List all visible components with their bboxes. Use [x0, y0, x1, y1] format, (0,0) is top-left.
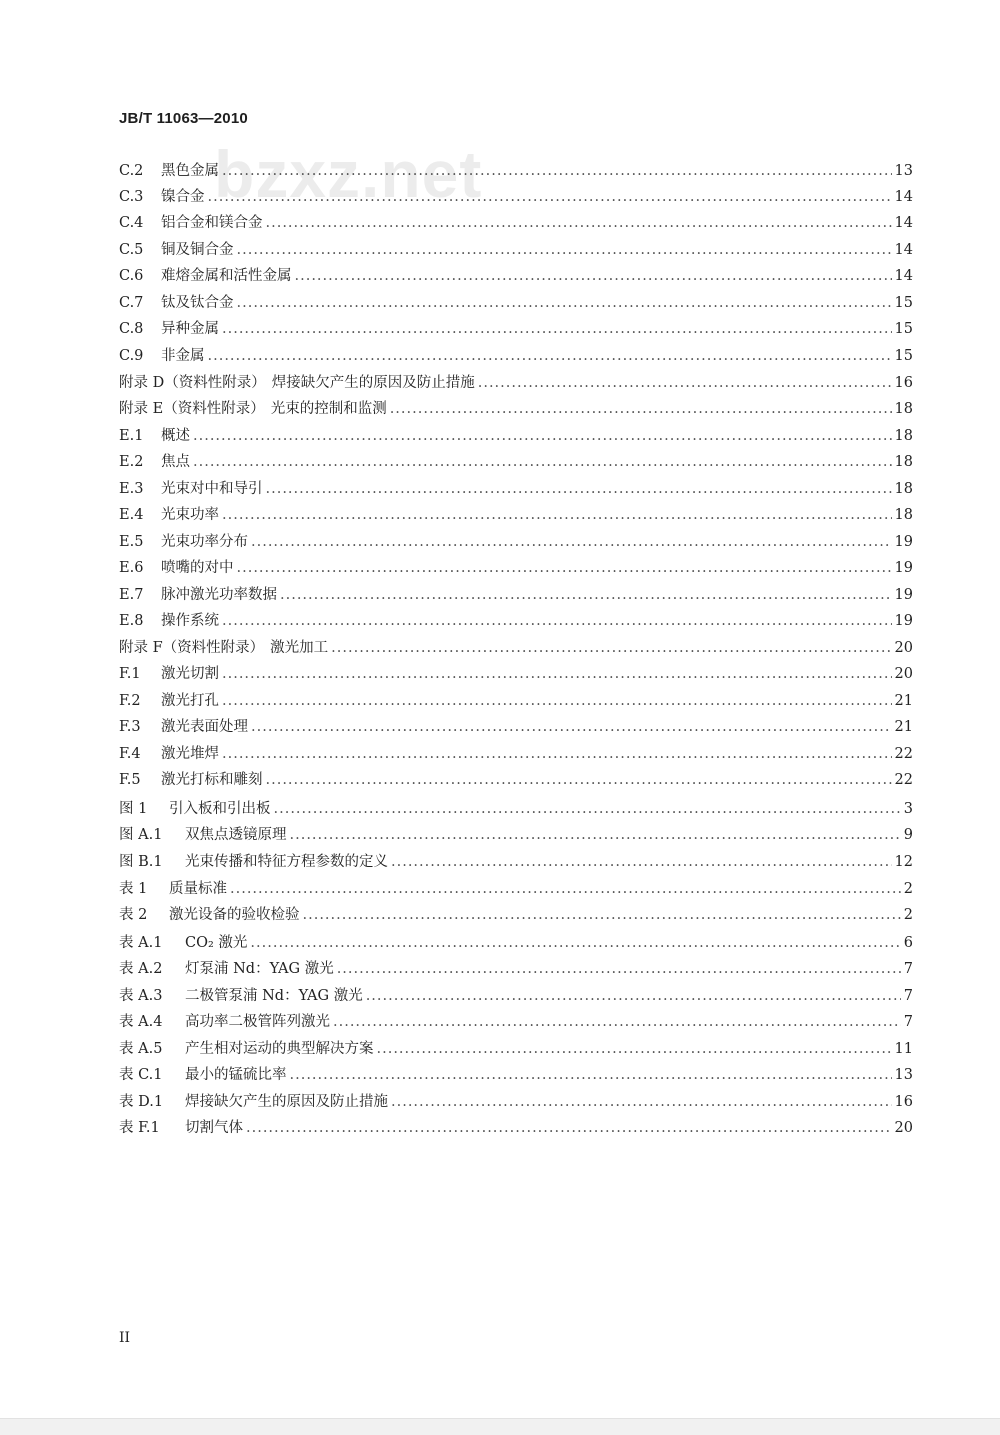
toc-leader-dots: [222, 661, 892, 687]
toc-entry-page: 19: [894, 613, 913, 629]
toc-entry-title: 切割气体: [185, 1120, 243, 1136]
toc-entry-page: 3: [903, 801, 913, 817]
toc-entry-title: 激光设备的验收检验: [169, 907, 300, 923]
toc-entry-title: 喷嘴的对中: [161, 560, 234, 576]
toc-entry[interactable]: [119, 796, 913, 822]
toc-entry[interactable]: [119, 555, 913, 581]
toc-entry-number: 表 A.4: [119, 1014, 163, 1030]
toc-leader-dots: [237, 290, 892, 316]
toc-entry-title: 非金属: [161, 348, 205, 364]
toc-entry[interactable]: [119, 1115, 913, 1141]
toc-entry-page: 18: [894, 428, 913, 444]
toc-entry-number: 表 D.1: [119, 1094, 164, 1110]
toc-leader-dots: [337, 956, 901, 982]
toc-leader-dots: [237, 555, 892, 581]
toc-entry-number: C.2: [119, 163, 144, 179]
toc-entry[interactable]: [119, 956, 913, 982]
toc-leader-dots: [274, 796, 901, 822]
toc-entry-number: E.6: [119, 560, 144, 576]
toc-leader-dots: [222, 502, 892, 528]
toc-entry[interactable]: [119, 714, 913, 740]
toc-entry-number: E.3: [119, 481, 144, 497]
toc-entry-title: 二极管泵浦 Nd：YAG 激光: [185, 988, 363, 1004]
toc-entry-page: 19: [894, 560, 913, 576]
toc-entry-title: CO₂ 激光: [185, 935, 248, 951]
toc-leader-dots: [331, 635, 891, 661]
toc-entry[interactable]: [119, 210, 913, 236]
toc-entry-page: 21: [894, 693, 913, 709]
toc-entry[interactable]: [119, 290, 913, 316]
toc-entry-page: 15: [894, 348, 913, 364]
toc-entry-title: 铝合金和镁合金: [161, 215, 263, 231]
toc-entry-page: 18: [894, 507, 913, 523]
toc-entry-title: 难熔金属和活性金属: [161, 268, 292, 284]
toc-entry-number: 表 2: [119, 907, 148, 923]
toc-entry-number: F.3: [119, 719, 141, 735]
toc-leader-dots: [222, 741, 892, 767]
toc-entry-page: 14: [894, 242, 913, 258]
toc-entry[interactable]: [119, 688, 913, 714]
toc-leader-dots: [222, 688, 892, 714]
toc-entry-number: 表 F.1: [119, 1120, 160, 1136]
toc-entry-title: 高功率二极管阵列激光: [185, 1014, 330, 1030]
toc-entry-page: 19: [894, 534, 913, 550]
toc-leader-dots: [251, 529, 892, 555]
toc-entry-number: C.6: [119, 268, 144, 284]
toc-entry[interactable]: [119, 529, 913, 555]
toc-entry[interactable]: [119, 635, 913, 661]
toc-entry-title: 光束功率: [161, 507, 219, 523]
toc-entry-title: 操作系统: [161, 613, 219, 629]
toc-entry-page: 22: [894, 772, 913, 788]
toc-entry-number: 表 C.1: [119, 1067, 163, 1083]
toc-leader-dots: [246, 1115, 892, 1141]
toc-entry-page: 14: [894, 215, 913, 231]
toc-entry-page: 11: [894, 1041, 913, 1057]
toc-entry-number: 图 B.1: [119, 854, 163, 870]
toc-entry-title: 脉冲激光功率数据: [161, 587, 277, 603]
toc-entry-page: 7: [903, 988, 913, 1004]
toc-entry[interactable]: [119, 476, 913, 502]
toc-entry-title: 光束对中和导引: [161, 481, 263, 497]
toc-entry[interactable]: [119, 1009, 913, 1035]
toc-leader-dots: [333, 1009, 901, 1035]
toc-entry-number: C.5: [119, 242, 144, 258]
toc-entry[interactable]: [119, 184, 913, 210]
toc-entry-number: 图 1: [119, 801, 148, 817]
toc-leader-dots: [193, 449, 892, 475]
toc-entry-number: C.8: [119, 321, 144, 337]
toc-entry[interactable]: [119, 767, 913, 793]
toc-entry[interactable]: [119, 1089, 913, 1115]
toc-entry-title: 钛及钛合金: [161, 295, 234, 311]
toc-leader-dots: [366, 983, 901, 1009]
toc-entry-number: 表 A.5: [119, 1041, 163, 1057]
toc-entry-number: C.9: [119, 348, 144, 364]
toc-entry[interactable]: [119, 263, 913, 289]
toc-entry-page: 14: [894, 268, 913, 284]
toc-entry-page: 19: [894, 587, 913, 603]
toc-entry-page: 20: [894, 666, 913, 682]
toc-entry-title: 光束的控制和监测: [270, 401, 387, 417]
toc-entry-number: E.2: [119, 454, 144, 470]
toc-entry[interactable]: [119, 849, 913, 875]
toc-leader-dots: [290, 822, 901, 848]
toc-entry-title: 激光表面处理: [161, 719, 248, 735]
toc-entry-number: 附录 D（资料性附录）: [119, 375, 266, 391]
toc-leader-dots: [391, 849, 892, 875]
toc-entry-title: 焦点: [161, 454, 190, 470]
toc-entry-title: 激光切割: [161, 666, 219, 682]
toc-entry[interactable]: [119, 237, 913, 263]
toc-entry-page: 20: [894, 640, 913, 656]
toc-entry-page: 13: [894, 1067, 913, 1083]
toc-entry-number: 表 A.1: [119, 935, 163, 951]
toc-entry-page: 7: [903, 961, 913, 977]
toc-leader-dots: [250, 930, 900, 956]
toc-entry-number: E.7: [119, 587, 144, 603]
toc-entry[interactable]: [119, 930, 913, 956]
toc-entry-title: 焊接缺欠产生的原因及防止措施: [271, 375, 475, 391]
toc-entry[interactable]: [119, 316, 913, 342]
toc-entry-page: 7: [903, 1014, 913, 1030]
toc-entry-title: 异种金属: [161, 321, 219, 337]
toc-entry[interactable]: [119, 741, 913, 767]
toc-entry-title: 引入板和引出板: [169, 801, 271, 817]
toc-entry-page: 9: [903, 827, 913, 843]
toc-entry-number: C.3: [119, 189, 144, 205]
toc-entry-title: 激光打孔: [161, 693, 219, 709]
toc-entry-page: 13: [894, 163, 913, 179]
toc-leader-dots: [266, 476, 892, 502]
toc-entry-title: 光束传播和特征方程参数的定义: [185, 854, 388, 870]
toc-entry-page: 22: [894, 746, 913, 762]
toc-entry-page: 15: [894, 321, 913, 337]
toc-leader-dots: [295, 263, 892, 289]
toc-leader-dots: [230, 876, 901, 902]
toc-entry[interactable]: [119, 423, 913, 449]
toc-entry-page: 18: [894, 454, 913, 470]
toc-entry-title: 最小的锰硫比率: [185, 1067, 287, 1083]
toc-entry[interactable]: [119, 661, 913, 687]
toc-entry-page: 18: [894, 401, 913, 417]
toc-entry-number: 图 A.1: [119, 827, 163, 843]
toc-entry[interactable]: [119, 158, 913, 184]
toc-entry-number: F.2: [119, 693, 141, 709]
toc-leader-dots: [208, 184, 892, 210]
toc-entry-title: 激光堆焊: [161, 746, 219, 762]
toc-entry-page: 20: [894, 1120, 913, 1136]
toc-entry-page: 16: [894, 1094, 913, 1110]
toc-entry-page: 6: [903, 935, 913, 951]
toc-entry[interactable]: [119, 449, 913, 475]
toc-entry[interactable]: [119, 396, 913, 422]
toc-entry[interactable]: [119, 343, 913, 369]
toc-entry-number: 附录 F（资料性附录）: [119, 640, 265, 656]
toc-entry[interactable]: [119, 502, 913, 528]
toc-entry[interactable]: [119, 1062, 913, 1088]
toc-entry[interactable]: [119, 902, 913, 928]
toc-entry-number: 附录 E（资料性附录）: [119, 401, 265, 417]
toc-entry-number: F.4: [119, 746, 141, 762]
toc-leader-dots: [478, 370, 892, 396]
toc-entry-title: 激光加工: [270, 640, 329, 656]
toc-entry-title: 灯泵浦 Nd：YAG 激光: [185, 961, 334, 977]
toc-entry[interactable]: [119, 1036, 913, 1062]
toc-entry[interactable]: [119, 582, 913, 608]
toc-leader-dots: [208, 343, 892, 369]
toc-entry-title: 黑色金属: [161, 163, 219, 179]
toc-entry-page: 18: [894, 481, 913, 497]
toc-entry-number: 表 A.2: [119, 961, 163, 977]
toc-entry-title: 产生相对运动的典型解决方案: [185, 1041, 374, 1057]
toc-entry-title: 双焦点透镜原理: [185, 827, 287, 843]
page-number: II: [119, 1330, 131, 1346]
toc-entry-title: 铜及铜合金: [161, 242, 234, 258]
toc-entry-number: E.8: [119, 613, 144, 629]
toc-leader-dots: [237, 237, 892, 263]
toc-leader-dots: [303, 902, 901, 928]
toc-leader-dots: [193, 423, 892, 449]
toc-entry-number: F.1: [119, 666, 141, 682]
toc-leader-dots: [266, 210, 892, 236]
toc-entry-title: 激光打标和雕刻: [161, 772, 263, 788]
toc-entry-page: 16: [894, 375, 913, 391]
toc-entry[interactable]: [119, 608, 913, 634]
toc-entry-number: 表 1: [119, 881, 148, 897]
toc-leader-dots: [280, 582, 892, 608]
standard-code-header: JB/T 11063—2010: [119, 110, 248, 127]
toc-leader-dots: [222, 608, 892, 634]
toc-entry[interactable]: [119, 876, 913, 902]
toc-entry[interactable]: [119, 822, 913, 848]
toc-entry-title: 焊接缺欠产生的原因及防止措施: [185, 1094, 388, 1110]
toc-entry-title: 概述: [161, 428, 190, 444]
toc-leader-dots: [377, 1036, 892, 1062]
toc-leader-dots: [251, 714, 892, 740]
toc-entry-number: F.5: [119, 772, 141, 788]
toc-leader-dots: [266, 767, 892, 793]
toc-entry-page: 12: [894, 854, 913, 870]
toc-entry-number: C.7: [119, 295, 144, 311]
toc-entry-page: 2: [903, 907, 913, 923]
toc-entry-page: 21: [894, 719, 913, 735]
toc-entry-number: C.4: [119, 215, 144, 231]
toc-entry-number: E.1: [119, 428, 144, 444]
toc-entry-page: 2: [903, 881, 913, 897]
toc-entry-title: 镍合金: [161, 189, 205, 205]
toc-entry-title: 质量标准: [169, 881, 227, 897]
toc-entry-title: 光束功率分布: [161, 534, 248, 550]
toc-entry-number: E.4: [119, 507, 144, 523]
toc-entry-page: 14: [894, 189, 913, 205]
toc-leader-dots: [390, 396, 892, 422]
viewer-bottom-strip: [0, 1418, 1000, 1435]
toc-entry-number: 表 A.3: [119, 988, 163, 1004]
toc-leader-dots: [222, 158, 892, 184]
toc-entry-page: 15: [894, 295, 913, 311]
toc-entry[interactable]: [119, 983, 913, 1009]
watermark: bzxz.net: [214, 137, 483, 211]
toc-leader-dots: [391, 1089, 892, 1115]
toc-entry-number: E.5: [119, 534, 144, 550]
toc-leader-dots: [222, 316, 892, 342]
toc-entry[interactable]: [119, 370, 913, 396]
toc-leader-dots: [290, 1062, 892, 1088]
